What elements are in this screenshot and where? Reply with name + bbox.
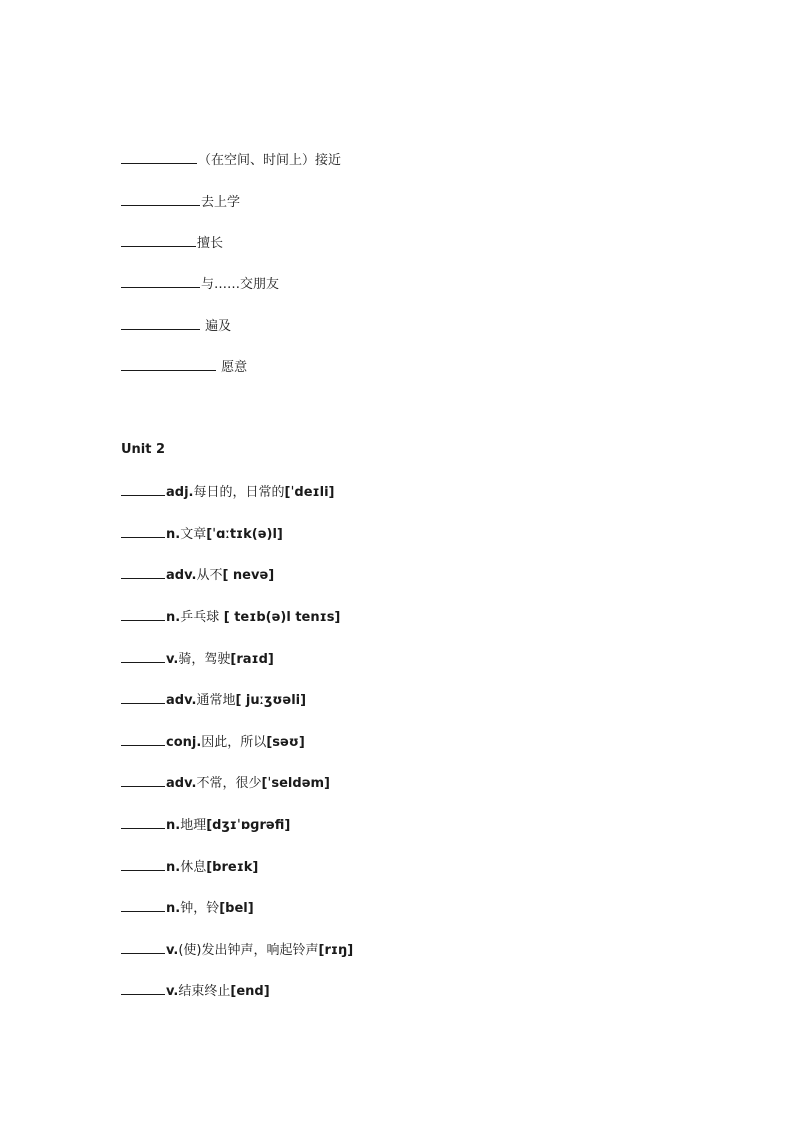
meaning: 地理 xyxy=(180,818,207,833)
phrase-text: （在空间、时间上）接近 xyxy=(198,153,342,168)
vocab-item xyxy=(121,858,258,876)
phrase-item xyxy=(121,358,247,376)
meaning: 不常，很少 xyxy=(196,776,262,791)
phonetic: [end] xyxy=(230,984,270,999)
part-of-speech: adv. xyxy=(166,693,197,708)
phonetic: [ˈɑːtɪk(ə)l] xyxy=(206,527,283,542)
vocab-item xyxy=(121,650,274,668)
part-of-speech: n. xyxy=(166,860,181,875)
answer-blank[interactable] xyxy=(121,151,197,164)
answer-blank[interactable] xyxy=(121,691,165,704)
vocab-item xyxy=(121,483,335,501)
phrase-item xyxy=(121,234,223,252)
phrase-text: 遍及 xyxy=(201,319,232,334)
meaning: 休息 xyxy=(180,860,207,875)
phrase-item xyxy=(121,151,341,169)
meaning: 钟，铃 xyxy=(180,901,220,916)
part-of-speech: adj. xyxy=(166,485,194,500)
answer-blank[interactable] xyxy=(121,317,200,330)
part-of-speech: n. xyxy=(166,527,181,542)
meaning: 结束终止 xyxy=(178,984,231,999)
answer-blank[interactable] xyxy=(121,193,200,206)
part-of-speech: n. xyxy=(166,901,181,916)
meaning: 因此，所以 xyxy=(201,735,267,750)
phrase-text: 与……交朋友 xyxy=(201,277,280,292)
unit-heading: Unit 2 xyxy=(121,442,166,457)
part-of-speech: n. xyxy=(166,818,181,833)
part-of-speech: v. xyxy=(166,943,179,958)
vocab-item xyxy=(121,566,274,584)
vocab-item xyxy=(121,899,254,917)
phrase-item xyxy=(121,275,279,293)
part-of-speech: adv. xyxy=(166,776,197,791)
vocab-item xyxy=(121,816,290,834)
phonetic: [ˈdeɪli] xyxy=(284,485,335,500)
phonetic: [ teɪb(ə)l tenɪs] xyxy=(219,610,341,625)
answer-blank[interactable] xyxy=(121,275,200,288)
part-of-speech: v. xyxy=(166,652,179,667)
phrase-text: 擅长 xyxy=(197,236,224,251)
vocab-item xyxy=(121,774,330,792)
answer-blank[interactable] xyxy=(121,733,165,746)
vocab-item xyxy=(121,608,340,626)
answer-blank[interactable] xyxy=(121,358,216,371)
answer-blank[interactable] xyxy=(121,858,165,871)
answer-blank[interactable] xyxy=(121,483,165,496)
phrase-text: 去上学 xyxy=(201,195,241,210)
phrase-item xyxy=(121,193,240,211)
meaning: 通常地 xyxy=(196,693,236,708)
answer-blank[interactable] xyxy=(121,982,165,995)
answer-blank[interactable] xyxy=(121,816,165,829)
part-of-speech: v. xyxy=(166,984,179,999)
vocab-item xyxy=(121,691,306,709)
answer-blank[interactable] xyxy=(121,941,165,954)
phonetic: [səʊ] xyxy=(266,735,305,750)
phonetic: [breɪk] xyxy=(206,860,259,875)
phonetic: [ juːʒʊəli] xyxy=(235,693,307,708)
phonetic: [rɪŋ] xyxy=(318,943,354,958)
phonetic: [raɪd] xyxy=(230,652,274,667)
vocab-item xyxy=(121,941,353,959)
meaning: (使)发出钟声，响起铃声 xyxy=(178,943,319,958)
answer-blank[interactable] xyxy=(121,774,165,787)
phonetic: [ˈseldəm] xyxy=(261,776,330,791)
answer-blank[interactable] xyxy=(121,566,165,579)
answer-blank[interactable] xyxy=(121,899,165,912)
phrase-text: 愿意 xyxy=(217,360,248,375)
part-of-speech: n. xyxy=(166,610,181,625)
part-of-speech: adv. xyxy=(166,568,197,583)
phonetic: [ nevə] xyxy=(222,568,275,583)
phrase-item xyxy=(121,317,231,335)
answer-blank[interactable] xyxy=(121,608,165,621)
phonetic: [bel] xyxy=(219,901,254,916)
meaning: 骑，驾驶 xyxy=(178,652,231,667)
meaning: 每日的，日常的 xyxy=(193,485,285,500)
vocab-item xyxy=(121,733,305,751)
answer-blank[interactable] xyxy=(121,234,196,247)
meaning: 从不 xyxy=(196,568,223,583)
vocab-item xyxy=(121,982,270,1000)
meaning: 文章 xyxy=(180,527,207,542)
meaning: 乒乓球 xyxy=(180,610,220,625)
part-of-speech: conj. xyxy=(166,735,202,750)
phonetic: [dʒɪˈɒɡrəfi] xyxy=(206,818,291,833)
vocab-item xyxy=(121,525,283,543)
answer-blank[interactable] xyxy=(121,525,165,538)
answer-blank[interactable] xyxy=(121,650,165,663)
